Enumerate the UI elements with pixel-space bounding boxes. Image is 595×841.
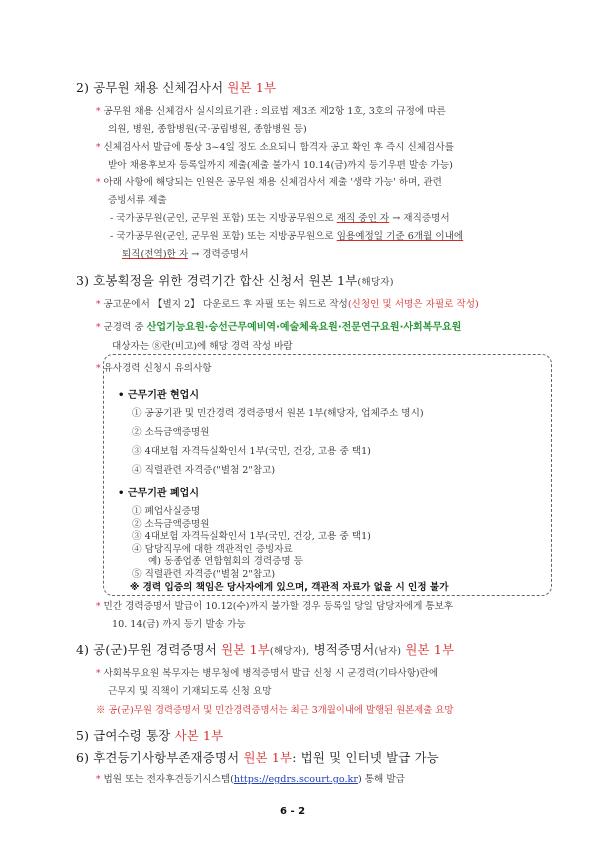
section-2-bullet-2-cont: 받아 채용후보자 등록일까지 제출(제출 불가시 10.14(금)까지 등기우편 발송 가능)	[108, 160, 453, 171]
page-number: 6 - 2	[280, 806, 306, 817]
employed-underline: 재직 중인 자	[336, 213, 390, 224]
section-3-note: (해당자)	[357, 277, 394, 288]
section-3-bullet-2-cont: 대상자는 ⑧란(비고)에 해당 경력 작성 바람	[112, 341, 293, 352]
section-2-original: 원본 1부	[227, 80, 277, 95]
section-3-number: 3)	[76, 273, 90, 288]
section-5-heading: 5) 급여수령 통장 사본 1부	[76, 728, 224, 743]
box-heading-operating: • 근무기관 현업시	[118, 390, 199, 401]
retired-within-underline: 임용예정일 기준 6개월 이내에	[336, 231, 464, 242]
section-2-number: 2)	[76, 80, 90, 95]
box-heading-closed: • 근무기관 폐업시	[118, 488, 199, 499]
section-3-after-2: 10. 14(금) 까지 등기 발송 가능	[112, 619, 246, 630]
section-2-bullet-3: * 아래 사항에 해당되는 인원은 공무원 채용 신체검사서 제출 '생략 가능' 하며, 관련	[96, 177, 442, 188]
section-3-bullet-3: * 유사경력 신청시 유의사항	[96, 363, 212, 374]
section-4-heading: 4) 공(군)무원 경력증명서 원본 1부(해당자), 병적증명서(남자) 원본 1부	[76, 642, 455, 657]
egdrs-link[interactable]: https://egdrs.scourt.go.kr	[233, 774, 358, 785]
section-2-title: 공무원 채용 신체검사서	[93, 80, 224, 95]
box-warning: ※ 경력 입증의 책임은 당사자에게 있으며, 객관적 자료가 없을 시 인정 불가	[130, 582, 449, 593]
section-2-bullet-2: * 신체검사서 발급에 통상 3~4일 정도 소요되니 합격자 공고 확인 후 즉시 신체검사를	[96, 142, 454, 153]
box-closed-item-4-example: 예) 동종업종 연합협회의 경력증명 등	[148, 556, 303, 567]
asterisk-bullet-icon: *	[96, 107, 101, 117]
section-3-bullet-1: * 공고문에서 【별지 2】 다운로드 후 자필 또는 워드로 작성(신청인 및 서명은 자필로 작성)	[96, 299, 479, 310]
section-3-after-1: * 민간 경력증명서 발급이 10.12(수)까지 불가할 경우 등록일 당일 담당자에게 통보후	[96, 601, 454, 612]
asterisk-bullet-icon: *	[96, 143, 101, 153]
asterisk-bullet-icon: *	[96, 602, 101, 612]
section-2-dash-1: - 국가공무원(군인, 군무원 포함) 또는 지방공무원으로 재직 중인 자 → 재직증명서	[110, 213, 450, 224]
military-service-types: 산업기능요원·승선근무예비역·예술체육요원·전문연구요원·사회복무요원	[146, 322, 462, 333]
asterisk-bullet-icon: *	[96, 178, 101, 188]
section-2-bullet-1: * 공무원 채용 신체검사 실시의료기관 : 의료법 제3조 제2항 1호, 3호의 규정에 따른	[96, 106, 446, 117]
box-operating-item-1: ① 공공기관 및 민간경력 경력증명서 원본 1부(해당자, 업체주소 명시)	[132, 408, 424, 419]
box-operating-item-4: ④ 직렬관련 자격증("별첨 2"참고)	[132, 465, 276, 476]
section-2-bullet-3-cont: 증빙서류 제출	[108, 195, 167, 206]
section-6-bullet: * 법원 또는 전자후견등기시스템(https://egdrs.scourt.go.kr) 통해 발급	[96, 774, 405, 785]
section-2-dash-2-cont: 퇴직(전역)한 자 → 경력증명서	[122, 249, 249, 260]
section-2-dash-2: - 국가공무원(군인, 군무원 포함) 또는 지방공무원으로 임용예정일 기준 6개월 이내에	[110, 231, 464, 242]
section-4-red-note: ※ 공(군)무원 경력증명서 및 민간경력증명서는 최근 3개월이내에 발행된 원본제출 요망	[96, 705, 454, 716]
box-closed-item-2: ② 소득금액증명원	[132, 518, 210, 530]
section-4-bullet-1-cont: 근무지 및 직책이 기재되도록 신청 요망	[108, 686, 272, 697]
box-closed-item-4: ④ 담당직무에 대한 객관적인 증빙자료	[132, 543, 293, 555]
asterisk-bullet-icon: *	[96, 364, 101, 374]
section-4-bullet-1: * 사회복무요원 복무자는 병무청에 병적증명서 발급 신청 시 군경력(기타사항)란에	[96, 668, 439, 679]
asterisk-bullet-icon: *	[96, 323, 101, 333]
section-6-heading: 6) 후견등기사항부존재증명서 원본 1부: 법원 및 인터넷 발급 가능	[76, 750, 439, 765]
section-3-heading	[76, 271, 394, 289]
box-operating-item-2: ② 소득금액증명원	[132, 427, 210, 438]
asterisk-bullet-icon: *	[96, 300, 101, 310]
asterisk-bullet-icon: *	[96, 775, 101, 785]
box-closed-item-5: ⑤ 직렬관련 자격증("별첨 2"참고)	[132, 568, 276, 580]
asterisk-bullet-icon: *	[96, 669, 101, 679]
box-operating-item-3: ③ 4대보험 자격득실확인서 1부(국민, 건강, 고용 중 택1)	[132, 446, 371, 457]
section-3-bullet-2: * 군경력 중 산업기능요원·승선근무예비역·예술체육요원·전문연구요원·사회복무요원	[96, 322, 462, 333]
section-3-title: 호봉획정을 위한 경력기간 합산 신청서 원본 1부	[93, 273, 358, 288]
box-closed-item-3: ③ 4대보험 자격득실확인서 1부(국민, 건강, 고용 중 택1)	[132, 531, 371, 542]
box-closed-item-1: ① 폐업사실증명	[132, 506, 201, 517]
section-2-bullet-1-cont: 의원, 병원, 종합병원(국·공립병원, 종합병원 등)	[108, 124, 307, 135]
section-2-heading	[76, 78, 276, 96]
retired-underline: 퇴직(전역)한 자	[122, 249, 189, 260]
